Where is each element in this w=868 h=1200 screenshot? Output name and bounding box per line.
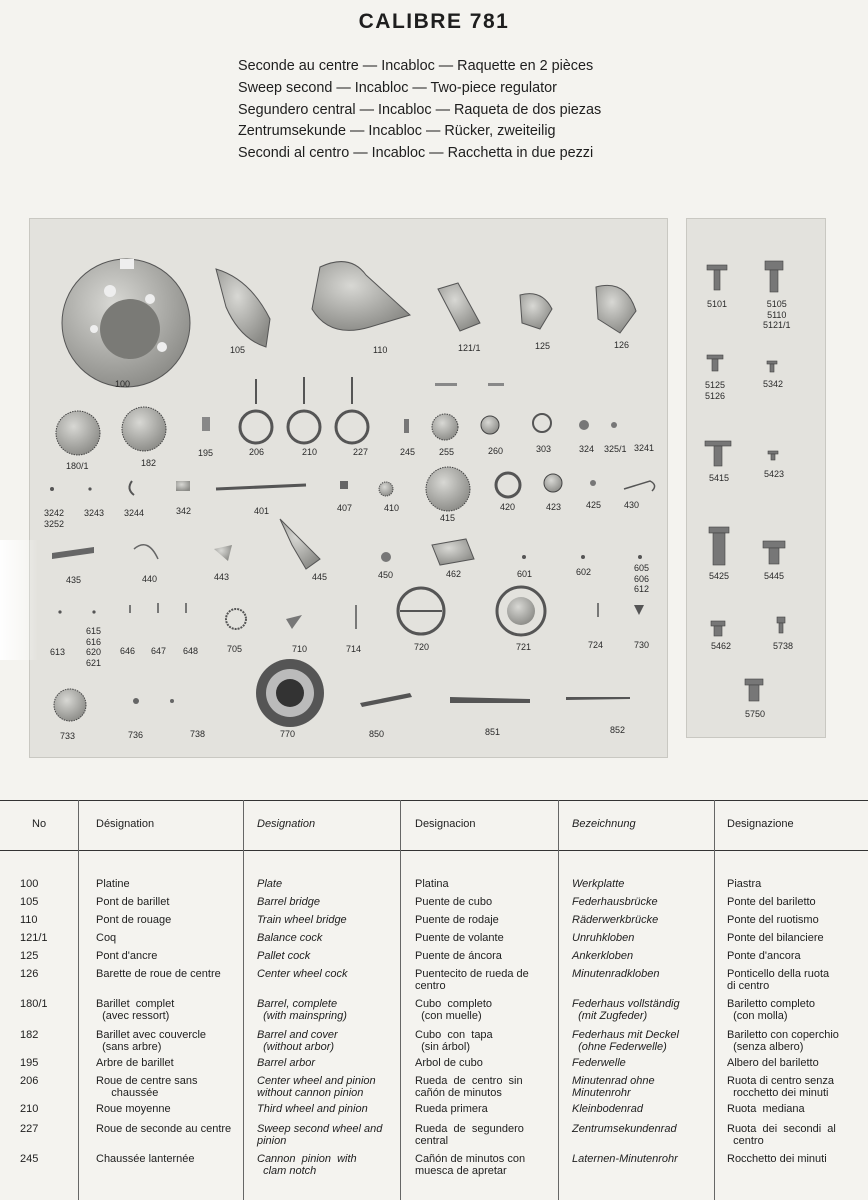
- header-no: No: [32, 818, 47, 830]
- table-cell-fr: Pont de rouage: [96, 914, 172, 926]
- label-443: 443: [214, 572, 230, 582]
- label-5750: 5750: [745, 709, 766, 719]
- table-cell-fr: Roue moyenne: [96, 1103, 171, 1115]
- label-5425: 5425: [709, 571, 730, 581]
- table-cell-no: 210: [20, 1103, 39, 1115]
- table-cell-it: Ruota di centro senza rocchetto dei minuti: [727, 1075, 835, 1099]
- table-cell-fr: Coq: [96, 932, 117, 944]
- table-cell-de: Minutenradkloben: [572, 968, 660, 980]
- table-cell-en: Barrel bridge: [257, 896, 320, 908]
- label-852: 852: [610, 725, 626, 735]
- label-430: 430: [624, 500, 640, 510]
- table-cell-no: 110: [20, 914, 38, 926]
- label-736: 736: [128, 730, 144, 740]
- header-en: Designation: [257, 818, 316, 830]
- table-cell-it: Ponticello della ruota di centro: [727, 968, 830, 992]
- table-cell-en: Balance cock: [257, 932, 323, 944]
- label-5445: 5445: [764, 571, 785, 581]
- table-cell-fr: Chaussée lanternée: [96, 1153, 195, 1165]
- subtitle-fr: Seconde au centre — Incabloc — Raquette en 2 pièces: [238, 58, 594, 74]
- table-cell-es: Rueda primera: [415, 1103, 488, 1115]
- paper-fold-shade: [0, 540, 38, 660]
- table-cell-de: Zentrumsekundenrad: [572, 1123, 677, 1135]
- col-divider: [400, 800, 401, 1200]
- label-415: 415: [440, 513, 456, 523]
- parts-illustration-panel: [29, 218, 668, 758]
- label-5125: 5125 5126: [705, 380, 726, 401]
- label-714: 714: [346, 644, 362, 654]
- part-plate-drawing: [62, 259, 190, 387]
- label-738: 738: [190, 729, 206, 739]
- label-710: 710: [292, 644, 308, 654]
- screws-illustration-panel: [686, 218, 826, 738]
- label-260: 260: [488, 446, 504, 456]
- table-cell-de: Federhausbrücke: [572, 896, 658, 908]
- label-445: 445: [312, 572, 328, 582]
- table-cell-en: Center wheel and pinion without cannon pinion: [257, 1075, 376, 1099]
- table-cell-it: Piastra: [727, 878, 762, 890]
- label-425: 425: [586, 500, 602, 510]
- table-cell-no: 227: [20, 1123, 39, 1135]
- subtitle-de: Zentrumsekunde — Incabloc — Rücker, zweiteilig: [238, 123, 556, 140]
- table-cell-no: 125: [20, 950, 39, 962]
- table-cell-es: Puentecito de rueda de centro: [415, 968, 529, 992]
- label-5738: 5738: [773, 641, 794, 651]
- label-245: 245: [400, 447, 416, 457]
- label-850: 850: [369, 729, 385, 739]
- label-3242: 3242 3252: [44, 508, 65, 529]
- label-724: 724: [588, 640, 604, 650]
- table-cell-en: Cannon pinion with clam notch: [257, 1153, 357, 1177]
- table-cell-de: Ankerkloben: [572, 950, 634, 962]
- label-648: 648: [183, 646, 199, 656]
- table-cell-de: Federhaus mit Deckel (ohne Federwelle): [572, 1029, 679, 1053]
- subtitle-block: [238, 56, 668, 165]
- table-cell-es: Rueda de centro sin cañón de minutos: [415, 1075, 523, 1099]
- table-cell-en: Barrel arbor: [257, 1057, 316, 1069]
- label-613: 613: [50, 647, 66, 657]
- table-cell-fr: Barillet complet (avec ressort): [96, 998, 175, 1022]
- label-423: 423: [546, 502, 562, 512]
- header-de: Bezeichnung: [572, 818, 636, 830]
- label-5415: 5415: [709, 473, 730, 483]
- table-cell-it: Albero del bariletto: [727, 1057, 819, 1069]
- label-615: 615 616 620 621: [86, 626, 102, 668]
- label-705: 705: [227, 644, 243, 654]
- subtitle-es: Segundero central — Incabloc — Raqueta de dos piezas: [238, 101, 602, 118]
- label-5462: 5462: [711, 641, 732, 651]
- label-733: 733: [60, 731, 76, 741]
- subtitle-en: Sweep second — Incabloc — Two-piece regulator: [238, 79, 557, 96]
- table-cell-fr: Platine: [96, 878, 130, 890]
- table-cell-fr: Roue de centre sans chaussée: [96, 1075, 198, 1099]
- label-5423: 5423: [764, 469, 785, 479]
- label-605: 605 606 612: [634, 563, 650, 594]
- label-401: 401: [254, 506, 270, 516]
- label-3243: 3243: [84, 508, 105, 518]
- table-cell-de: Kleinbodenrad: [572, 1103, 643, 1115]
- label-303: 303: [536, 444, 552, 454]
- label-227: 227: [353, 447, 369, 457]
- label-720: 720: [414, 642, 430, 652]
- table-cell-de: Laternen-Minutenrohr: [572, 1153, 678, 1165]
- table-cell-no: 126: [20, 968, 39, 980]
- table-cell-it: Ponte del bariletto: [727, 896, 816, 908]
- table-cell-en: Third wheel and pinion: [257, 1103, 368, 1115]
- label-182: 182: [141, 458, 157, 468]
- label-324: 324: [579, 444, 595, 454]
- table-cell-it: Bariletto con coperchio (senza albero): [727, 1029, 839, 1053]
- label-206: 206: [249, 447, 265, 457]
- table-cell-de: Räderwerkbrücke: [572, 914, 659, 926]
- col-divider: [558, 800, 559, 1200]
- parts-illustration: [30, 219, 669, 759]
- table-cell-it: Ponte del bilanciere: [727, 932, 824, 944]
- label-410: 410: [384, 503, 400, 513]
- label-100: 100: [115, 379, 131, 389]
- table-cell-en: Barrel, complete (with mainspring): [257, 998, 347, 1022]
- label-342: 342: [176, 506, 192, 516]
- header-it: Designazione: [727, 818, 794, 830]
- table-cell-es: Puente de rodaje: [415, 914, 499, 926]
- label-770: 770: [280, 729, 296, 739]
- label-601: 601: [517, 569, 533, 579]
- table-cell-it: Ponte del ruotismo: [727, 914, 819, 926]
- label-5101: 5101: [707, 299, 728, 309]
- table-cell-es: Rueda de segundero central: [415, 1123, 524, 1147]
- label-647: 647: [151, 646, 167, 656]
- header-fr: Désignation: [96, 818, 155, 830]
- label-721: 721: [516, 642, 532, 652]
- table-cell-it: Rocchetto dei minuti: [727, 1153, 827, 1165]
- label-730: 730: [634, 640, 650, 650]
- label-180-1: 180/1: [66, 461, 89, 471]
- label-5342: 5342: [763, 379, 784, 389]
- table-cell-es: Puente de áncora: [415, 950, 502, 962]
- page-title: CALIBRE 781: [358, 10, 510, 33]
- subtitle-it: Secondi al centro — Incabloc — Racchetta in due pezzi: [238, 145, 594, 162]
- table-cell-it: Ruota dei secondi al centro: [727, 1123, 836, 1147]
- label-110: 110: [373, 345, 388, 355]
- label-126: 126: [614, 340, 630, 350]
- table-cell-fr: Barillet avec couvercle (sans arbre): [96, 1029, 207, 1053]
- label-105: 105: [230, 345, 246, 355]
- table-cell-en: Pallet cock: [257, 950, 311, 962]
- table-cell-no: 105: [20, 896, 39, 908]
- label-121-1: 121/1: [458, 343, 481, 353]
- label-125: 125: [535, 341, 551, 351]
- table-cell-no: 245: [20, 1153, 39, 1165]
- table-cell-no: 206: [20, 1075, 39, 1087]
- table-cell-de: Federhaus vollständig (mit Zugfeder): [572, 998, 680, 1022]
- table-cell-es: Cubo completo (con muelle): [415, 998, 493, 1022]
- table-cell-no: 121/1: [20, 932, 48, 944]
- label-3244: 3244: [124, 508, 145, 518]
- table-cell-fr: Arbre de barillet: [96, 1057, 174, 1069]
- table-cell-en: Train wheel bridge: [257, 914, 347, 926]
- table-cell-fr: Pont de barillet: [96, 896, 170, 908]
- table-cell-es: Cubo con tapa (sin árbol): [415, 1029, 493, 1053]
- table-cell-en: Sweep second wheel and pinion: [257, 1123, 383, 1147]
- table-cell-no: 180/1: [20, 998, 48, 1010]
- table-cell-de: Federwelle: [572, 1057, 626, 1069]
- table-cell-es: Puente de cubo: [415, 896, 493, 908]
- screws-illustration: [687, 219, 827, 739]
- label-255: 255: [439, 447, 455, 457]
- table-cell-de: Unruhkloben: [572, 932, 635, 944]
- table-cell-it: Bariletto completo (con molla): [727, 998, 816, 1022]
- label-851: 851: [485, 727, 501, 737]
- table-cell-no: 182: [20, 1029, 39, 1041]
- col-divider: [78, 800, 79, 1200]
- label-195: 195: [198, 448, 214, 458]
- table-top-rule: [0, 800, 868, 801]
- label-5105: 5105 5110 5121/1: [763, 299, 791, 330]
- table-cell-es: Puente de volante: [415, 932, 504, 944]
- table-cell-en: Center wheel cock: [257, 968, 348, 980]
- table-header-rule: [0, 850, 868, 851]
- label-440: 440: [142, 574, 158, 584]
- table-cell-fr: Pont d'ancre: [96, 950, 158, 962]
- label-435: 435: [66, 575, 82, 585]
- label-462: 462: [446, 569, 462, 579]
- table-cell-en: Barrel and cover (without arbor): [257, 1029, 338, 1053]
- label-420: 420: [500, 502, 516, 512]
- table-cell-en: Plate: [257, 878, 283, 890]
- table-cell-es: Cañón de minutos con muesca de apretar: [415, 1153, 526, 1177]
- col-divider: [243, 800, 244, 1200]
- header-es: Designacion: [415, 818, 476, 830]
- table-cell-no: 195: [20, 1057, 39, 1069]
- label-210: 210: [302, 447, 318, 457]
- table-cell-es: Platina: [415, 878, 449, 890]
- label-325-1: 325/1: [604, 444, 627, 454]
- label-602: 602: [576, 567, 592, 577]
- table-cell-fr: Barette de roue de centre: [96, 968, 221, 980]
- table-cell-it: Ruota mediana: [727, 1103, 805, 1115]
- table-cell-fr: Roue de seconde au centre: [96, 1123, 232, 1135]
- label-646: 646: [120, 646, 136, 656]
- table-cell-de: Werkplatte: [572, 878, 625, 890]
- label-450: 450: [378, 570, 394, 580]
- table-cell-de: Minutenrad ohne Minutenrohr: [572, 1075, 655, 1099]
- label-407: 407: [337, 503, 353, 513]
- col-divider: [714, 800, 715, 1200]
- table-cell-it: Ponte d'ancora: [727, 950, 801, 962]
- table-cell-no: 100: [20, 878, 39, 890]
- label-3241: 3241: [634, 443, 655, 453]
- table-cell-es: Arbol de cubo: [415, 1057, 483, 1069]
